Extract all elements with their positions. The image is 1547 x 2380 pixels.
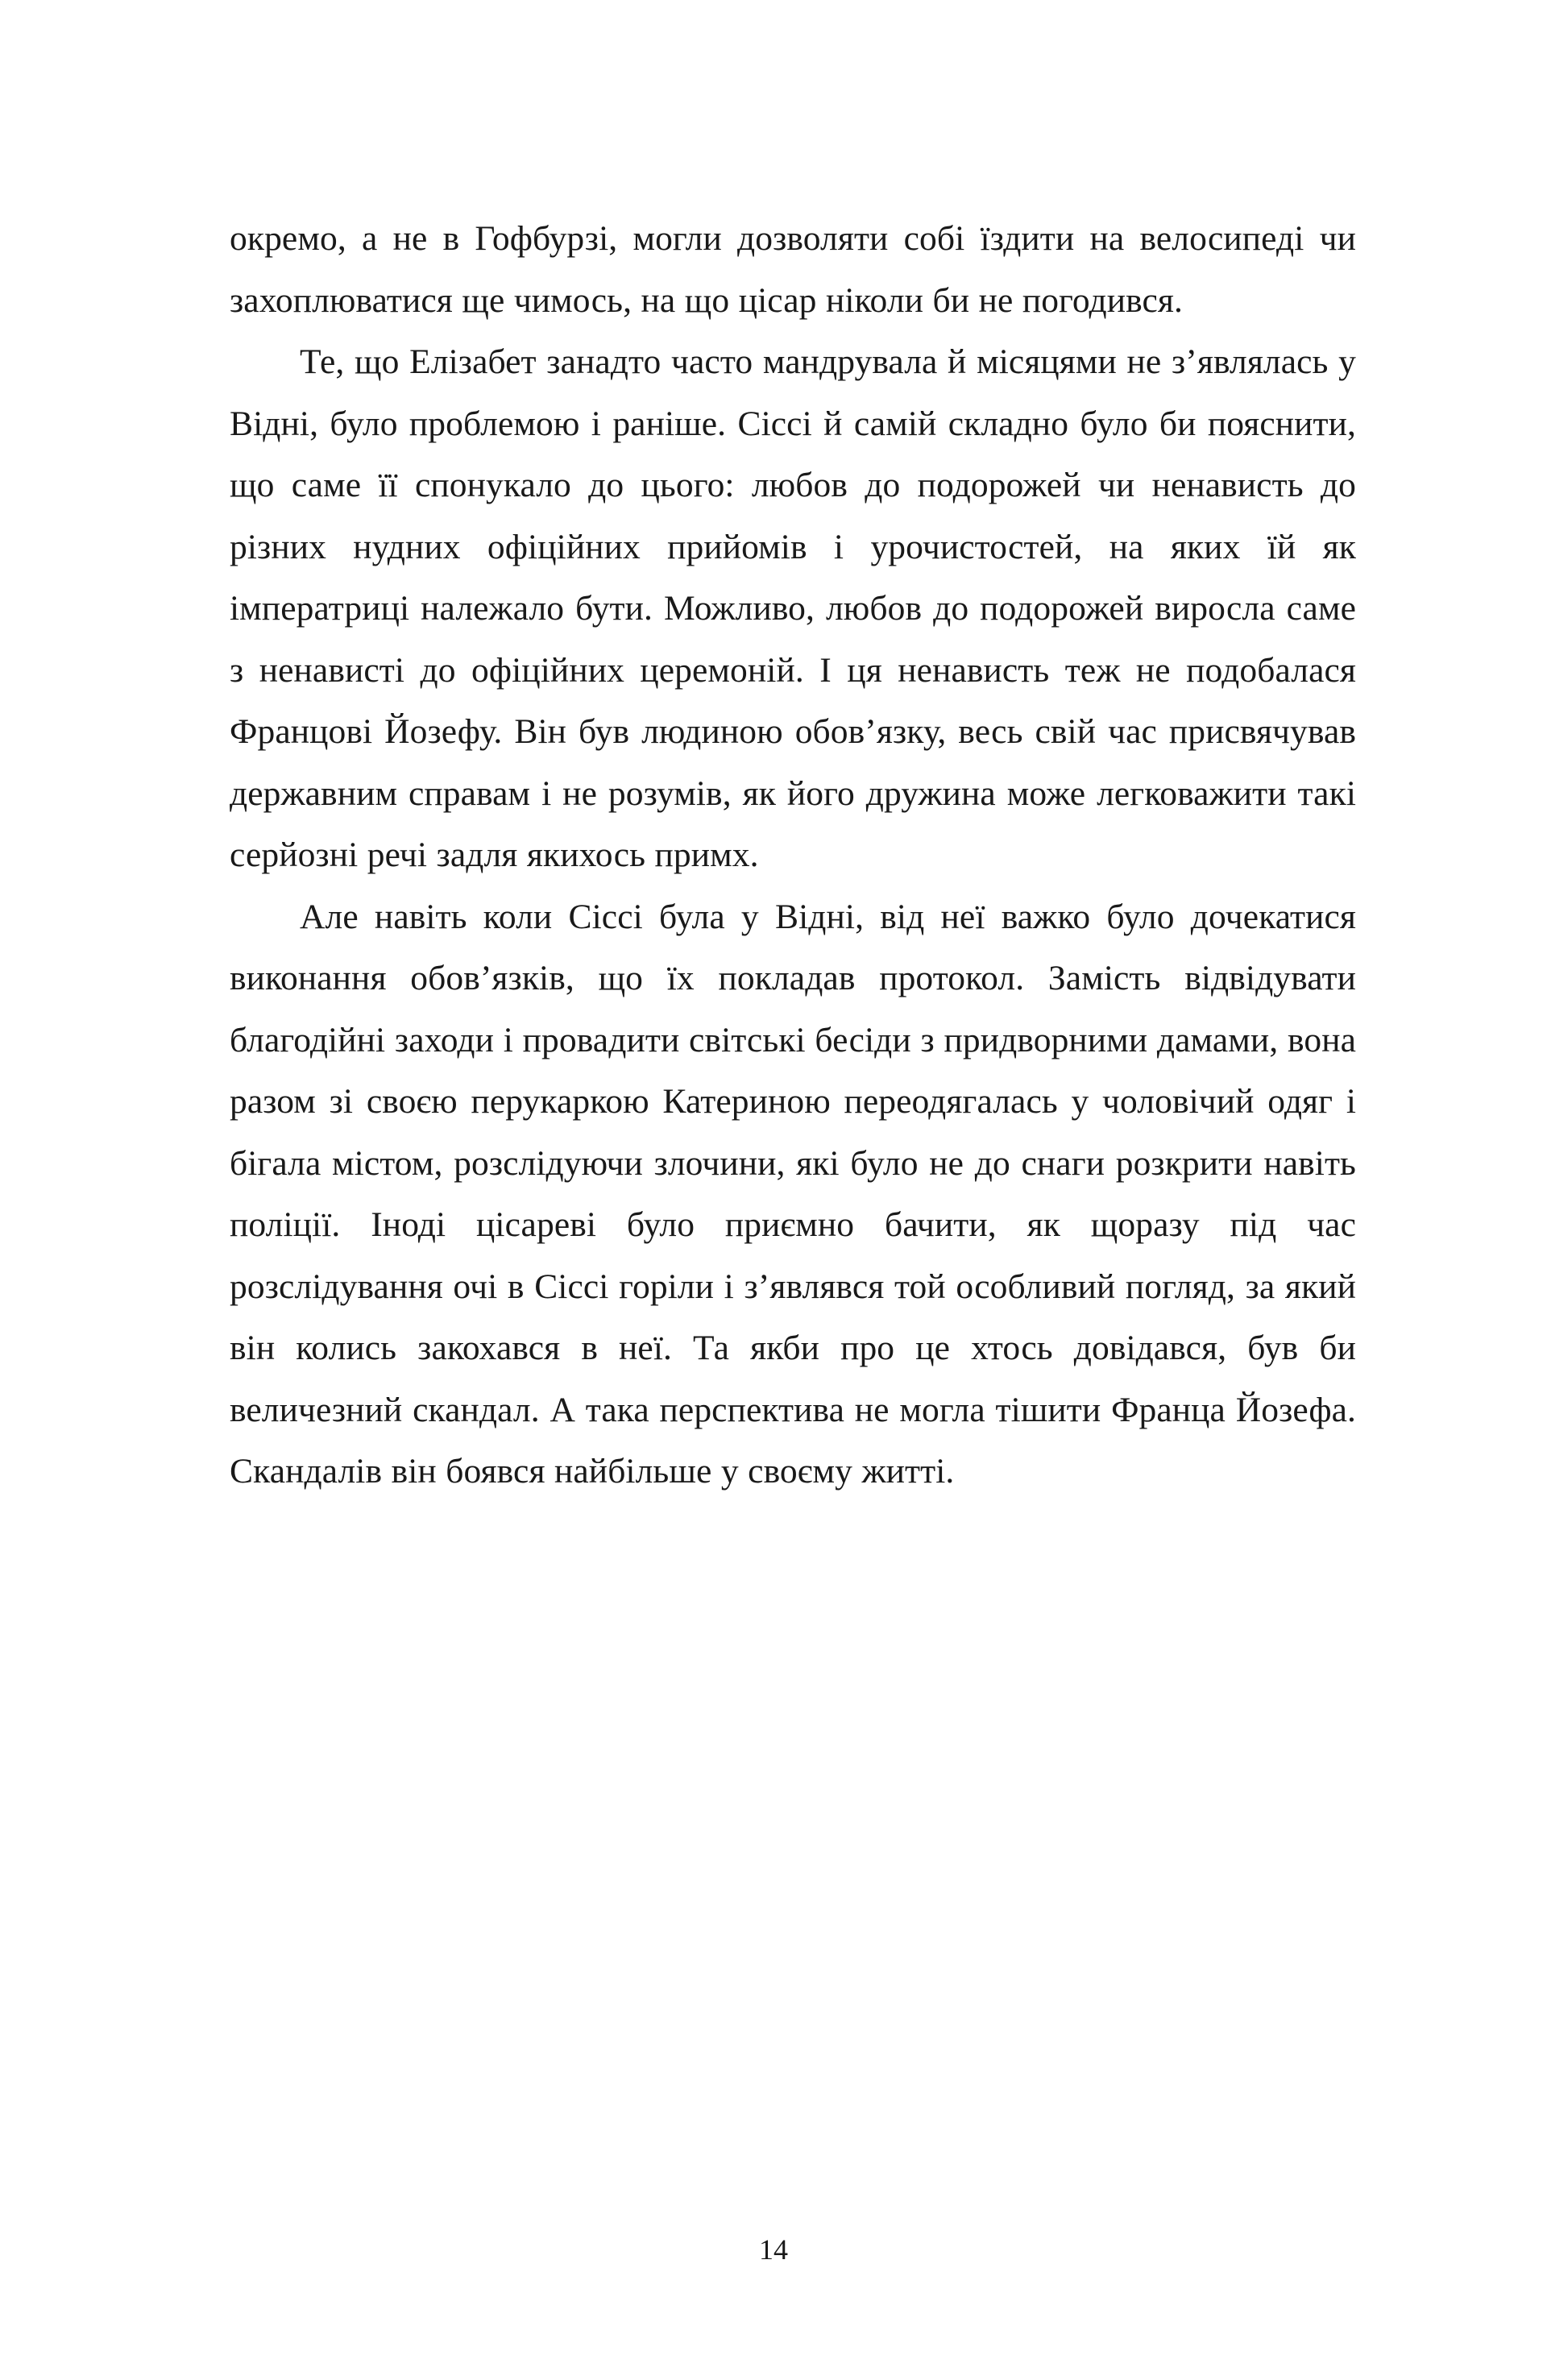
paragraph-3: Але навіть коли Сіссі була у Відні, від неї важко було дочекатися виконання обов’язків, що їх покладав протокол. Замість відвідувати благодійні заходи і провадити світські бесіди з придворними дамами, вона разом зі своєю перукаркою Катериною переодягалась у чоловічий одяг і бігала містом, розслідуючи злочини, які було не до снаги розкрити навіть поліції. Іноді цісареві було приємно бачити, як щоразу під час розслідування очі в Сіссі горіли і з’являвся той особливий погляд, за який він колись закохався в неї. Та якби про це хтось довідався, був би величезний скандал. А така перспектива не могла тішити Франца Йозефа. Скандалів він боявся найбільше у своєму житті.: [230, 897, 1356, 1491]
page-number: 14: [759, 2233, 788, 2266]
paragraph-1: окремо, а не в Гофбурзі, могли дозволяти собі їздити на велосипеді чи захоплюватися ще чимось, на що цісар ніколи би не погодився.: [230, 219, 1356, 320]
page-text-block: [230, 208, 1356, 1503]
paragraph-2: Те, що Елізабет занадто часто мандрувала й місяцями не з’являлась у Відні, було проблемою і раніше. Сіссі й самій складно було би пояснити, що саме її спонукало до цього: любов до подорожей чи ненависть до різних нудних офіційних прийомів і урочистостей, на яких їй як імператриці належало бути. Можливо, любов до подорожей виросла саме з ненависті до офіційних церемоній. І ця ненависть теж не подобалася Францові Йозефу. Він був людиною обов’язку, весь свій час присвячував державним справам і не розумів, як його дружина може легковажити такі серйозні речі задля якихось примх.: [230, 342, 1356, 874]
